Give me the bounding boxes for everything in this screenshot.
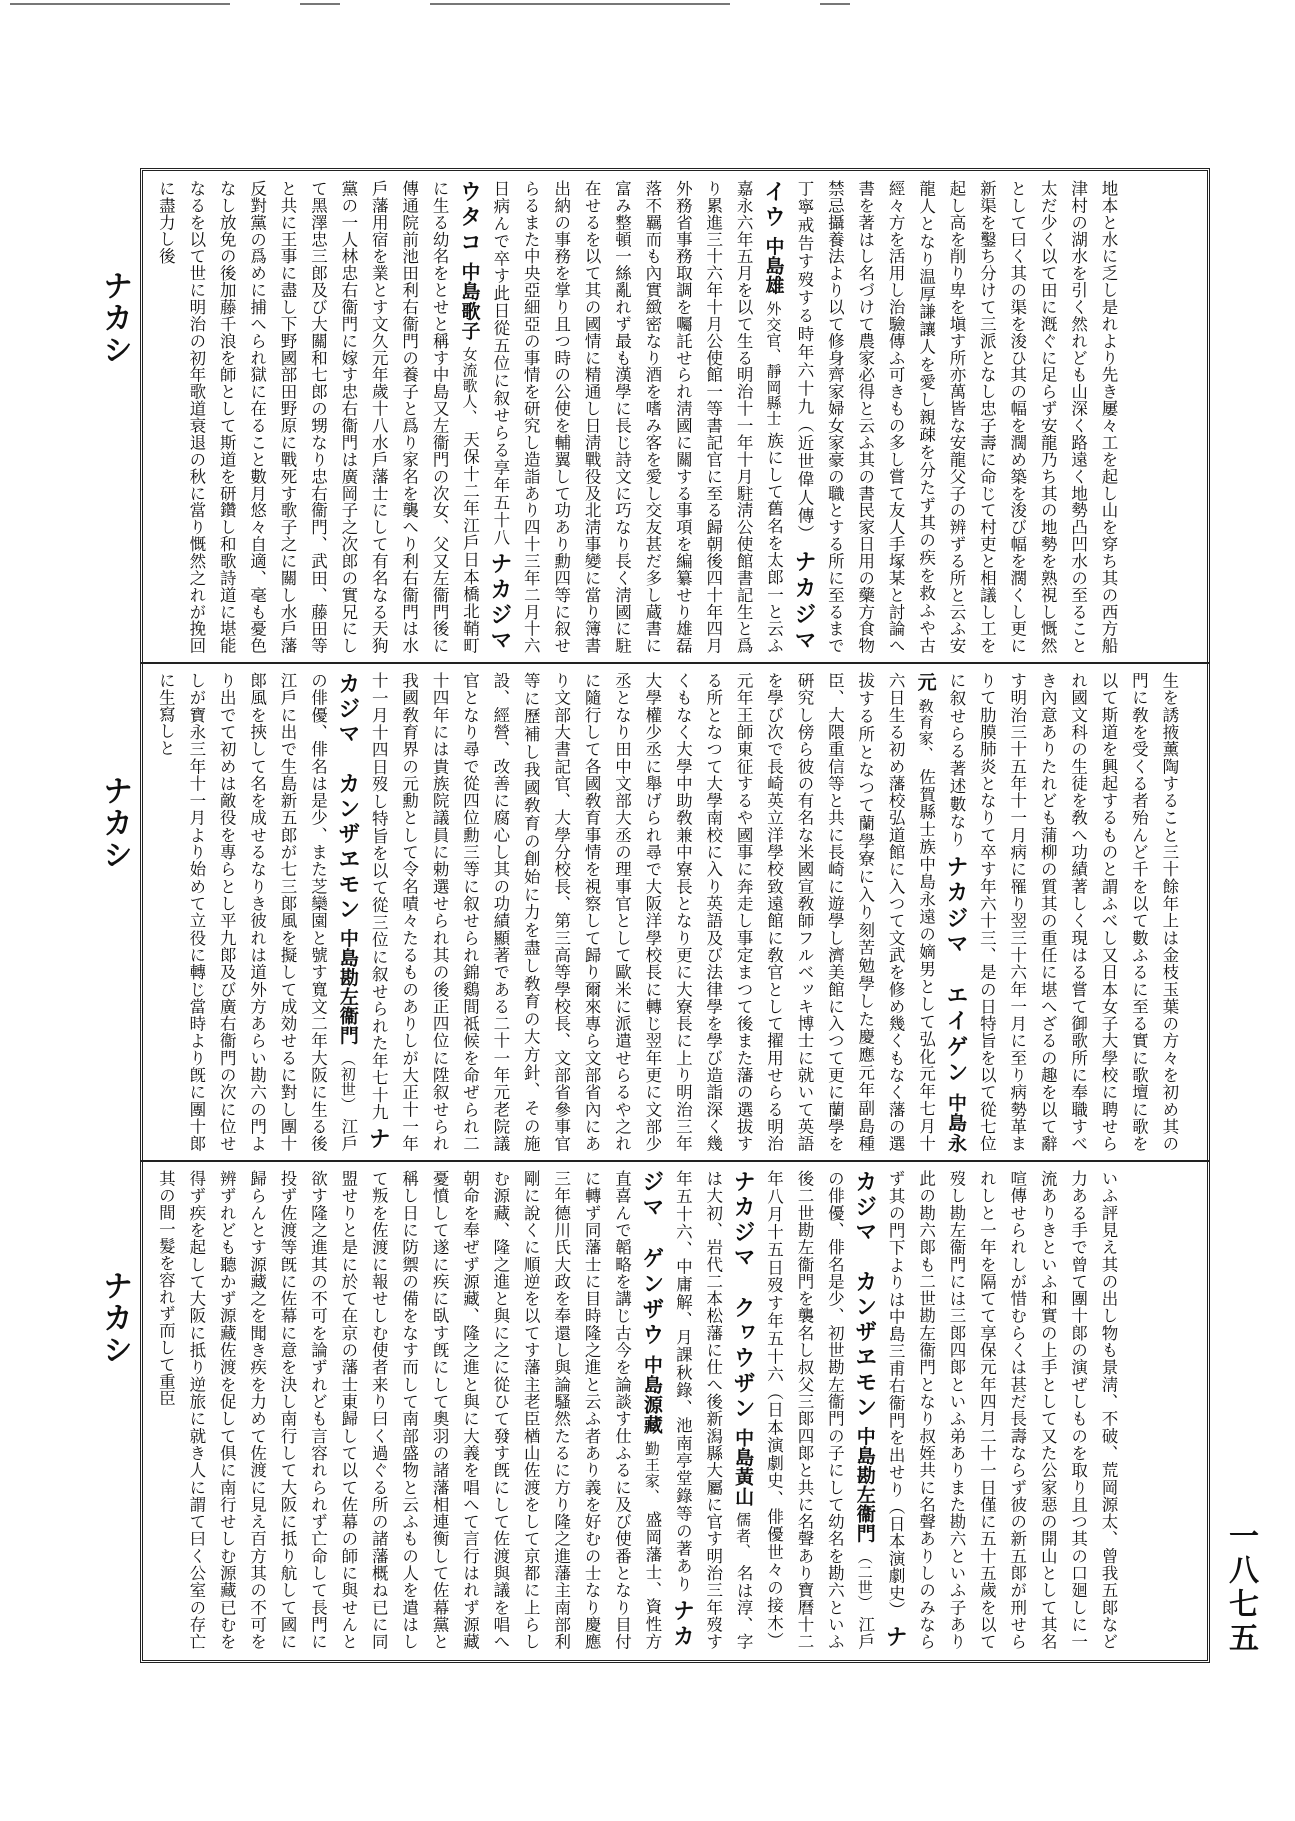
band-text bbox=[150, 180, 1123, 680]
entry-heading: ナカジマ イウ bbox=[760, 180, 817, 680]
entry-heading: ナカジマ ウタコ bbox=[456, 180, 513, 679]
entry-name: 中島永元 bbox=[914, 672, 967, 1153]
band-text bbox=[150, 672, 1184, 1152]
entry-name: 中島歌子 bbox=[458, 261, 481, 341]
entry-nakajima-genzou bbox=[156, 1170, 696, 1651]
band-divider-1 bbox=[140, 662, 1210, 664]
entry-role: 勤王家、 bbox=[642, 1441, 661, 1505]
entry-name: 中島勘左衞門 bbox=[336, 928, 359, 1045]
entry-body: 族にして舊名を太郎一と云ふ嘉永六年五月を以て生る明治十一年十月駐淸公使館書記生と爲り累進三十六年十月公使館一等書記官に至る歸朝後四十年四月外務省事務取調を囑託せられ淸國に關する事項を編纂せり雄磊落不羈而も內實緻密なり酒を嗜み客を愛し交友甚だ多し蔵書に富み整頓一絲亂れず最も漢學に長じ詩文に巧なり長く淸國に駐在せるを以て其の國情に精通し日淸戰役及北淸事變に當り簿書出納の事務を掌り且つ時の公使を輔翼して功あり勳四等に叙せらるまた中央亞細亞の事情を研究し造詣あり四十三年二月十六日病んで卒す此日從五位に叙せらる享年五十八 bbox=[490, 180, 784, 655]
entry-body: 江戶の俳優、俳名は是少、また芝欒園と號す寬文二年大阪に生る後江戶に出で生島新五郎が七三郞風を擬して成効せるに對し團十郞風を挾して名を成せるなりき彼れは道外方あらい勘六の門より出でて初めは敵役を專らとし平九郞及び廣右衞門の次に位せしが寶永三年十一月より始めて立役に轉じ當時より旣に團十郞に生寫しと bbox=[156, 672, 358, 1152]
side-label-bottom: ナカシ bbox=[97, 1270, 132, 1366]
entry-heading: ナカジマ エイゲン bbox=[942, 854, 969, 1086]
entry-role: 敎育家、 bbox=[916, 698, 935, 763]
text-band-middle bbox=[150, 672, 1200, 1152]
entry-heading: ナカジマ カンザヱモン bbox=[851, 1170, 909, 1650]
entry-nakajima-iu bbox=[490, 180, 817, 680]
entry-body: 盛岡藩士、資性方直喜んで韜略を講じ古今を論談す仕ふるに及び使番となり目付に轉ず同藩士に目時隆之進と云ふ者あり義を好むの士なり慶應三年德川氏大政を奉還し與論騷然たるに方り隆之進藩主南部利剛に說くに順逆を以てす藩主老臣楢山佐渡をして京都に上らしむ源藏、隆之進と與に之に從ひて發す旣にして佐渡與議を唱へ朝命を奉ぜず源藏、隆之進と與に大義を唱へて言行はれず源藏憂憤して遂に疾に臥す旣にして奧羽の諸藩相連衡して佐幕黨と稱し日に防禦の備をなす而して南部盛物と云ふもの人を遣はして叛を佐渡に報せしむ使者来り曰く過ぐる所の諸藩概ね已に同盟せりと是に於て在京の藩士東歸して以て佐幕の師に與せんと欲す隆之進其の不可を論ずれども言容れられず亡命して長門に投ず佐渡等旣に佐幕に意を決し南行して大阪に抵り航して國に歸らんとす源藏之を聞き疾を力めて佐渡に見え百方其の不可を辨ずれども聽かず源藏佐渡を促して俱に南行せしむ源藏已むを得ず疾を起して大阪に抵り逆旅に就き人に謂て曰く公室の存亡其の間一髮を容れず而して重臣 bbox=[156, 1170, 662, 1650]
continuation-text: いふ評見え其の出し物も景淸、不破、荒岡源太、曾我五郞など力ある手で曾て團十郞の演ぜしものを取り且つ其の口廻しに一流ありきといふ和實の上手として又た公家惡の開山として其名喧傳せられしが惜むらくは甚だ長壽ならず彼の新五郞が刑せられしと一年を隔てて享保元年四月二十一日僅に五十五歲を以て歿し勘左衞門には三郞四郞といふ弟ありまた勘六といふ子あり此の勘六郞も二世勘左衞門となり叔姪共に名聲ありしのみならず其の門下よりは中島三甫右衞門を出せり（日本演劇史） bbox=[886, 1170, 1118, 1650]
entry-nakajima-kanzaemon-2 bbox=[764, 1170, 909, 1650]
side-label-top: ナカシ bbox=[97, 270, 132, 366]
entry-body: 名は淳、字は大初、岩代二本松藩に仕へ後新潟縣大屬に官す明治三年歿す年五十六、中庸解、月課秋錄、池南亭堂錄等の著あり bbox=[673, 1170, 754, 1650]
entry-nakajima-utako bbox=[156, 180, 513, 679]
entry-nakajima-kouzan bbox=[673, 1170, 757, 1650]
page-number: 一八七五 bbox=[1223, 1520, 1258, 1656]
continuation-text: 地本と水に乏し是れより先き屢々工を起し山を穿ち其の西方船津村の湖水を引く然れども山深く路遠く地勢凸凹水の至ること太だ少く以て田に漑ぐに足らず安龍乃ち其の地勢を熟視し慨然として曰く其の渠を浚ひ其の幅を濶め築を浚び幅を濶くし更に新渠を鑿ち分けて三派となし忠子壽に命じて村吏と相議し工を起し高を削り卑を塡す所亦萬皆な安龍父子の辨ずる所と云ふ安龍人となり温厚謙讓人を愛し親疎を分たず其の疾を救ふや古經々方を活用し治驗傳ふ可きもの多し嘗て友人手塚某と討論へ書を著はし名づけて農家必得と云ふ其の書民家日用の藥方食物禁忌攝養法より以て修身齊家婦女家豪の職とする所に至るまで丁寧戒告す歿する時年六十九（近世偉人傳） bbox=[794, 180, 1118, 654]
entry-name: 中島雄 bbox=[762, 236, 785, 296]
entry-heading: ナカジマ クヮウザン bbox=[730, 1170, 757, 1422]
entry-body: 佐賀縣士族中島永遠の嫡男として弘化元年七月十六日生る初め藩校弘道館に入つて文武を修め幾くもなく藩の選拔する所となつて蘭學寮に入り刻苦勉學した慶應元年副島種臣、大隈重信等と共に長崎に遊學し濟美館に入つて更に蘭學を硏究し傍ら彼の有名な米國宣敎師フルベッキ博士に就いて英語を學び次で長崎英立洋學校致遠館に敎官として擢用せらる明治元年王師東征するや國事に奔走し事定まつて後また藩の選拔する所となつて大學南校に入り英語及び法律學を學び造詣深く幾くもなく大學中助敎兼中寮長となり更に大寮長に上り明治三年大學權少丞に舉げられ尋で大阪洋學校長に轉じ翌年更に文部少丞となり田中文部大丞の理事官として歐米に派遣せらるや之れに隨行して各國敎育事情を視察して歸り爾來專ら文部省內にあり文部大書記官、大學分校長、第三高等學校長、文部省參事官等に歷補し我國敎育の創始に力を盡し敎育の大方針、その施設、經營、改善に腐心し其の功績顯著である二十一年元老院議官となり尋で從四位勳三等に叙せられ錦鷄間祗候を命ぜられ二十四年には貴族院議員に勅選せられ其の後正四位に陞叙せられ我國敎育界の元勳として令名嘖々たるものありしが大正十一年十一月十四日歿し特旨を以て從三位に叙せられた年七十九 bbox=[369, 672, 936, 1152]
entry-name: 中島勘左衞門 bbox=[853, 1426, 876, 1543]
scan-edge-noise bbox=[0, 0, 1295, 12]
entry-role: （初世） bbox=[338, 1050, 357, 1113]
continuation-text: 生を誘掖薰陶すること三十餘年上は金枝玉葉の方々を初め其の門に敎を受くる者殆んど千を以て數ふるに至る實に歌壇に歌を以て斯道を興起するものと謂ふべし又日本女子大學校に聘せられ國文科の生徒を敎へ功績著しく現はる嘗て御歌所に奉職すべき內意ありたれども蒲柳の質其の重任に堪へざるの趣を以て辭す明治三十五年十一月病に罹り翌三十六年一月に至り病勢革まりて肋膜肺炎となりて卒す年六十三、是の日特旨を以て從七位に叙せらる著述數なり bbox=[946, 672, 1179, 1152]
entry-role: 儒者、 bbox=[734, 1512, 753, 1559]
entry-heading: ナカジマ カンザヱモン bbox=[334, 672, 392, 1152]
entry-role: （二世） bbox=[855, 1548, 874, 1611]
entry-name: 中島源藏 bbox=[640, 1355, 663, 1435]
entry-nakajima-eigen bbox=[369, 672, 969, 1153]
entry-role: 女流歌人、 bbox=[460, 346, 479, 425]
entry-body: 天保十二年江戶日本橋北鞘町に生る幼名をとせと稱す中島又左衞門の次女、父又左衞門後に傳通院前池田利右衞門の養子と爲り家名を襲へり利右衞門は水戶藩用宿を業とす文久元年歲十八水戶藩士にして有名なる天狗黨の一人林忠右衞門に嫁す忠右衞門は廣岡子之次郎の實兄にして黑澤忠三郎及び大關和七郎の甥なり忠右衞門、武田、藤田等と共に王事に盡し下野國部田野原に戰死す歌子之に關し水戶藩反對黨の爲めに捕へられ獄に在ること數月悠々自適、毫も憂色なし放免の後加藤千浪を師として斯道を研鑽し和歌詩道に堪能なるを以て世に明治の初年歌道衰退の秋に當り慨然之れが挽回に盡力し後 bbox=[156, 180, 480, 654]
band-text bbox=[150, 1170, 1123, 1650]
entry-name: 中島黃山 bbox=[732, 1427, 755, 1507]
entry-role: 外交官、靜岡縣士 bbox=[764, 301, 783, 426]
entry-heading: ナカジマ ゲンザウ bbox=[638, 1170, 696, 1651]
entry-body: 江戶の俳優、俳名是少、初世勘左衞門の子にして幼名を勘六といふ後二世勘左衞門を襲名し叔父三郞四郞と共に名聲あり寶曆十二年八月十五日歿す年五十六（日本演劇史、俳優世々の接木） bbox=[764, 1170, 875, 1650]
entry-nakajima-kanzaemon-1 bbox=[156, 672, 392, 1152]
band-divider-2 bbox=[140, 1160, 1210, 1162]
side-label-middle: ナカシ bbox=[97, 775, 132, 871]
text-band-bottom bbox=[150, 1170, 1200, 1650]
text-band-top bbox=[150, 180, 1200, 680]
